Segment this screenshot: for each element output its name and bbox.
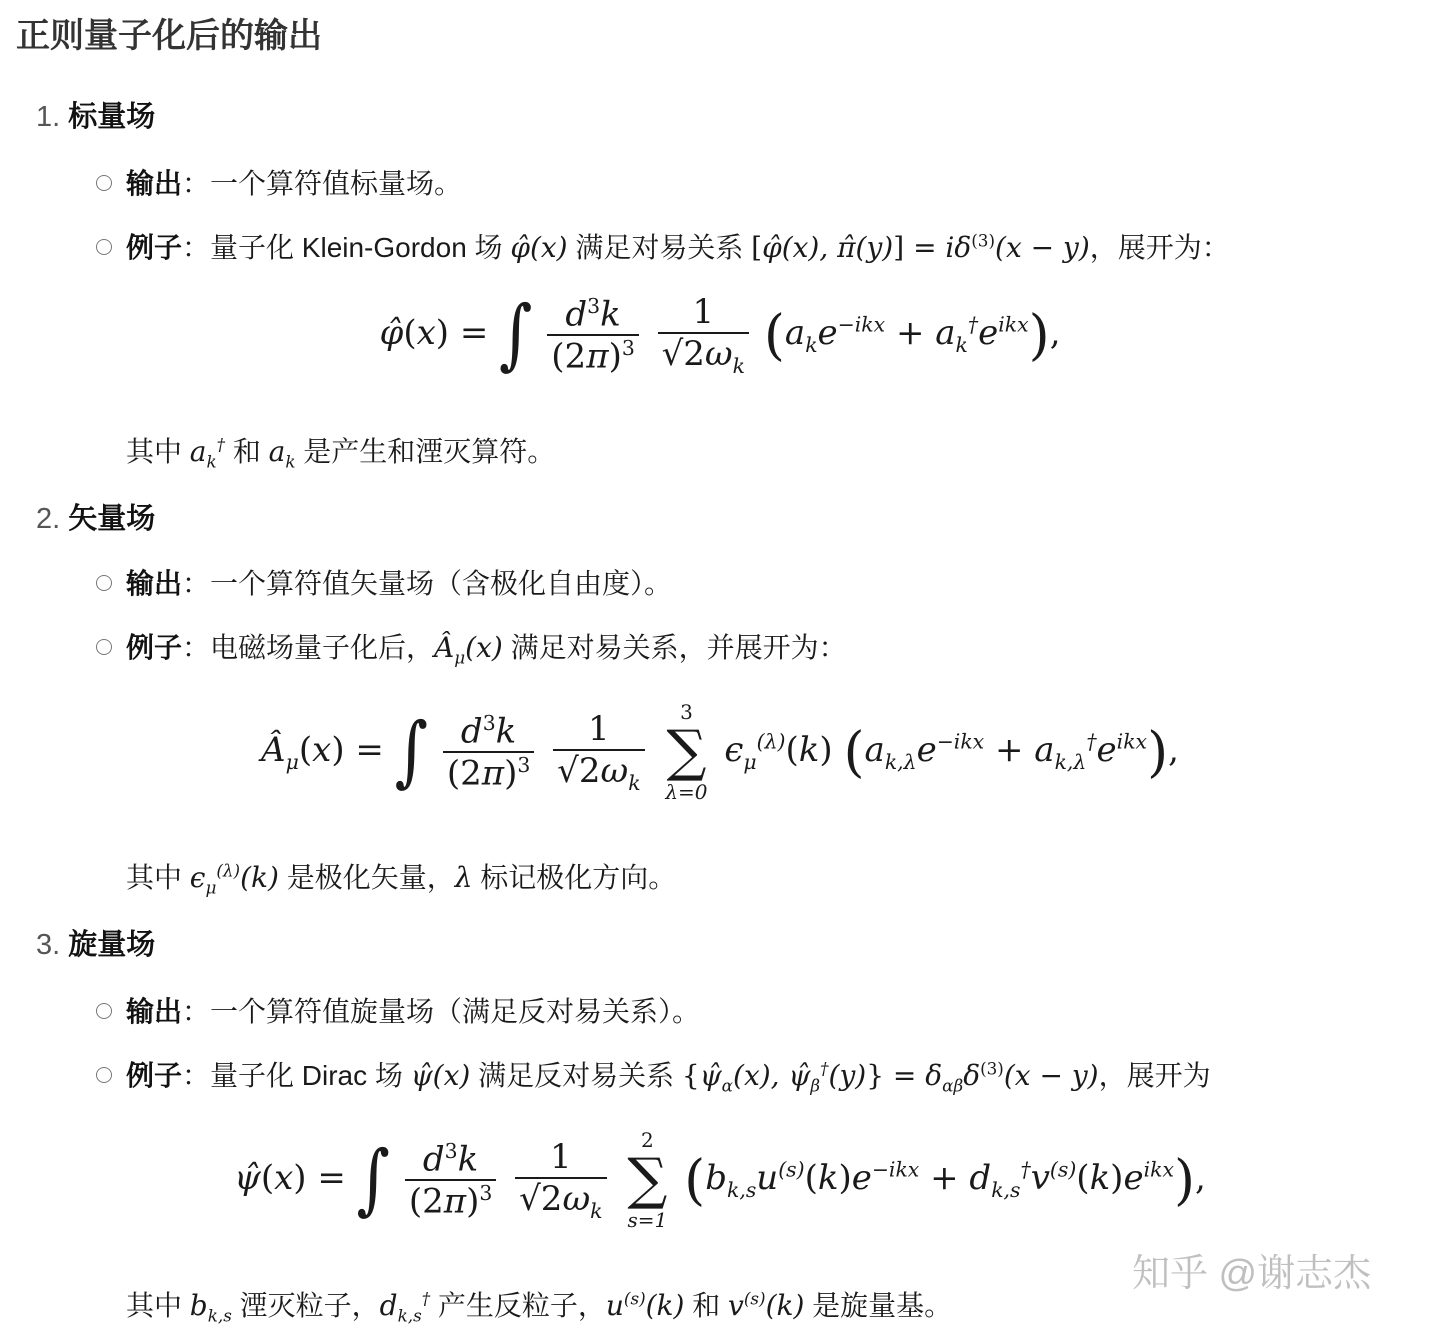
item-number: 2. xyxy=(36,503,61,535)
bullet-circle-icon xyxy=(96,1003,112,1019)
bullet-text: ：一个算符值旋量场（满足反对易关系）。 xyxy=(182,996,701,1027)
bullet-text: 满足反对易关系 xyxy=(470,1060,682,1091)
math-inline: {$\psî_\alpha(x)$, $\psî_\beta^\dagger(y)\} = \delta_{\alpha\beta}\delta^{(3)}(x - y)$ xyxy=(681,1058,1099,1096)
note-text: 其中 $a_k^\dagger$ 和 $a_k$ 是产生和湮灭算符。 xyxy=(126,434,556,472)
bullet-example xyxy=(96,626,847,668)
note-text: 其中 $b_{k,s}$ 湮灭粒子，$d_{k,s}^\dagger$ 产生反粒子，$u^{(s)}(k)$ 和 $v^{(s)}(k)$ 是旋量基。 xyxy=(126,1288,953,1326)
bullet-text: ：量子化 Dirac 场 xyxy=(182,1060,411,1091)
bullet-label: 输出 xyxy=(126,168,183,199)
math-inline: $Â_\mu(x)$ xyxy=(434,631,503,668)
bullet-example xyxy=(96,226,1230,266)
bullet-label: 输出 xyxy=(126,996,183,1027)
bullet-label: 输出 xyxy=(126,568,183,599)
bullet-text: ：一个算符值标量场。 xyxy=(182,168,463,199)
item-title: 旋量场 xyxy=(68,929,156,961)
math-inline: [φ̂(x), π̂(y)] = $i\delta^{(3)}(x - y)$ xyxy=(751,230,1090,264)
note-text: 其中 $\epsilon_\mu^{(\lambda)}(k)$ 是极化矢量，λ 标记极化方向。 xyxy=(126,860,677,898)
bullet-text: ：一个算符值矢量场（含极化自由度）。 xyxy=(182,568,673,599)
bullet-example xyxy=(96,1054,1211,1096)
math-inline: ψ̂(x) xyxy=(410,1059,471,1092)
equation-scalar-field: φ̂(x) = ∫ $\frac{d^3k}{(2\pi)^3}$ $\frac{1}{√2\omega_k}$ $(a_ke^{-ikx} + a_k^\dagger e^{ikx})$, xyxy=(379,290,1061,380)
list-item-vector xyxy=(36,496,155,537)
bullet-circle-icon xyxy=(96,239,112,255)
bullet-circle-icon xyxy=(96,639,112,655)
section-heading: 正则量子化后的输出 xyxy=(16,17,322,55)
bullet-output xyxy=(96,990,700,1030)
bullet-output xyxy=(96,162,462,202)
bullet-text: ：电磁场量子化后， xyxy=(182,632,435,663)
bullet-text: ：量子化 Klein-Gordon 场 xyxy=(182,232,511,263)
bullet-circle-icon xyxy=(96,575,112,591)
math-inline: φ̂(x) xyxy=(510,231,568,264)
item-title: 标量场 xyxy=(68,101,156,133)
list-item-spinor xyxy=(36,922,155,963)
bullet-circle-icon xyxy=(96,1067,112,1083)
list-item-scalar xyxy=(36,94,155,135)
bullet-text: 满足对易关系，并展开为： xyxy=(502,632,847,663)
item-title: 矢量场 xyxy=(68,503,156,535)
bullet-text: ，展开为： xyxy=(1089,232,1230,263)
item-number: 1. xyxy=(36,101,61,133)
equation-spinor-field: ψ̂(x) = ∫ $\frac{d^3k}{(2\pi)^3}$ $\frac{1}{√2\omega_k}$ 2 ∑ s=1 $(b_{k,s}u^{(s)}(k)e^{-ikx} + d_{k,s}^\dagger v^{(s)}(k)e^{ikx})$, xyxy=(234,1128,1206,1232)
bullet-circle-icon xyxy=(96,175,112,191)
bullet-text: ，展开为 xyxy=(1098,1060,1211,1091)
bullet-label: 例子 xyxy=(126,1060,183,1091)
bullet-label: 例子 xyxy=(126,232,183,263)
bullet-text: 满足对易关系 xyxy=(567,232,752,263)
watermark: 知乎 @谢志杰 xyxy=(1132,1253,1372,1295)
item-number: 3. xyxy=(36,929,61,961)
bullet-output xyxy=(96,562,672,602)
bullet-label: 例子 xyxy=(126,632,183,663)
equation-vector-field: $Â_\mu(x)$ = ∫ $\frac{d^3k}{(2\pi)^3}$ $\frac{1}{√2\omega_k}$ 3 ∑ λ=0 $\epsilon_\mu^{(\lambda)}(k) (a_{k,\lambda}e^{-ikx} + a_{k,\lambda}^\dagger e^{ikx})$, xyxy=(261,700,1179,804)
